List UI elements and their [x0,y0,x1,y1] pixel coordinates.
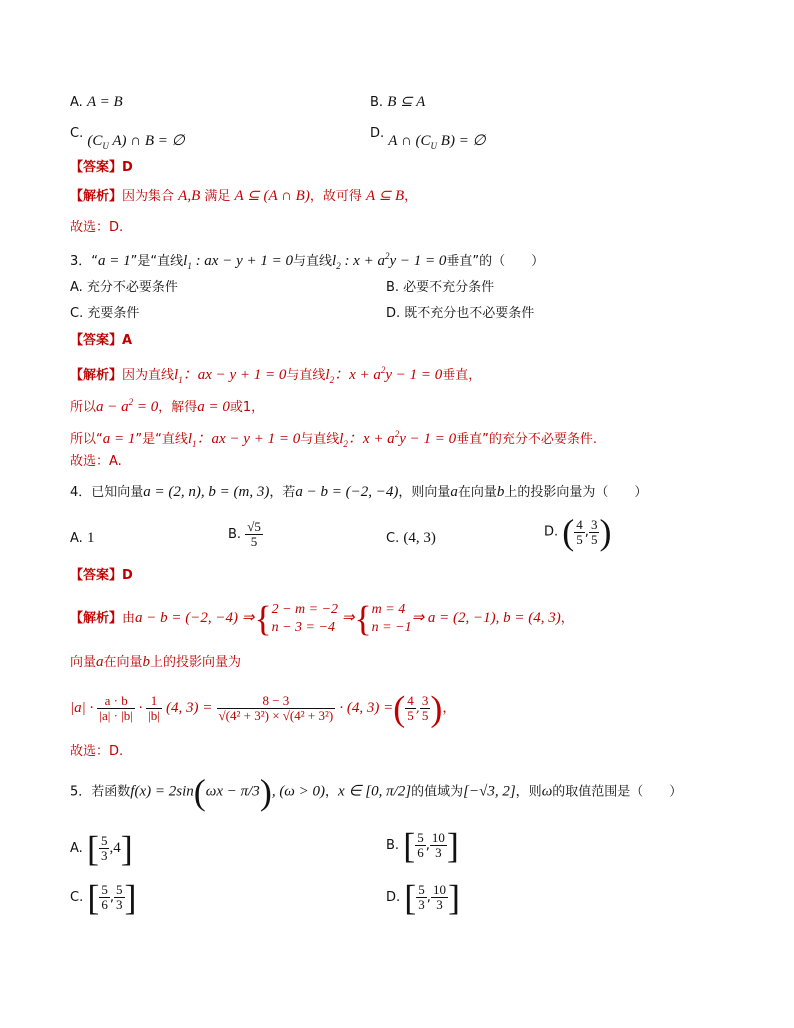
option-label: B. [386,838,400,853]
analysis-expr: A,B [178,188,201,204]
stem-text: ，若 [269,485,296,500]
q3-option-c: C. 充要条件 [70,306,140,321]
analysis-text: 因为集合 [122,189,179,204]
analysis-expr: $l_2$：$x + a^2y - 1 = 0$ [339,429,457,449]
denominator: |b| [148,708,160,723]
q4-analysis-calc: |a| · $\frac{a \cdot b}{|a| \cdot |b|}$ · $\frac{1}{|b|}$ (4, 3) = $\frac{8 - 3}{\text{√(4² + 3²) × √(4² + 3²)}}$ · (4, 3) =( $\frac{4}{5}$ , $\frac{3}{5}$ )， [70,688,456,729]
q4-option-d: D. ( $\frac{4}{5}$ , $\frac{3}{5}$ ) [544,512,612,552]
option-label: D. [386,890,401,905]
stem-expr: $l_2$ : $x + a^2y - 1 = 0$ [332,251,447,271]
answer-value: D [122,160,133,175]
denominator: 3 [100,848,108,863]
stem-text: 的取值范围是（ ） [552,784,683,800]
analysis-text: 向量 [70,655,97,670]
analysis-text: ， [560,611,574,626]
option-label: A. [70,841,83,856]
option-label: C. [70,126,84,141]
fraction [415,831,426,860]
analysis-text: ，故可得 [309,189,366,204]
numerator: 8 − 3 [217,694,336,709]
equation-row: n − 3 = −4 [271,619,335,635]
option-label: C. [70,890,84,905]
analysis-text: 与直线 [286,368,326,383]
option-value: 1 [86,530,95,546]
fraction [420,694,431,723]
stem-expr: b [496,484,505,500]
numerator: 3 [590,516,598,532]
bracket-left-icon: [ [404,877,417,918]
stem-text: 已知向量 [91,485,144,500]
analysis-text: 或1， [229,400,265,415]
calc-expr: |a| · [70,700,94,716]
numerator: 4 [407,693,414,708]
analysis-text: 与直线 [300,432,340,447]
answer-tag: 【答案】 [70,333,123,348]
q4-analysis-line2 [70,652,241,673]
analysis-text: 在向量 [103,655,143,670]
numerator: a · b [97,694,135,709]
fraction [431,883,448,912]
q3-analysis-line2 [70,392,264,418]
q2-option-b [370,92,425,113]
question-number: 5． [70,784,92,800]
numerator: 10 [432,882,446,897]
analysis-text: 垂直， [442,368,482,383]
stem-expr: ωx − π/3 [205,783,260,800]
bracket-right-icon: ] [120,828,133,869]
q4-answer [70,566,133,586]
q2-option-c [70,124,185,156]
q2-option-a [70,92,123,113]
paren-left-icon: ( [393,688,406,729]
analysis-tag: 【解析】 [70,189,123,204]
denominator: 5 [576,531,583,547]
q4-option-a [70,528,94,549]
option-value: ,4 [109,840,121,856]
numerator: 5 [418,882,425,897]
numerator: 1 [146,694,162,709]
stem-text: ，则 [515,784,542,800]
numerator: 5 [116,882,123,897]
option-value: (4, 3) [403,530,436,546]
analysis-text: 所以“ [70,432,103,447]
numerator: 5 [100,833,108,848]
analysis-expr: a = 0 [197,399,230,415]
fraction [99,834,110,863]
option-label: C. [386,531,400,546]
denominator: 6 [101,897,108,912]
analysis-tag: 【解析】 [70,611,123,626]
question-number: 3． [70,254,92,269]
stem-text: 在向量 [457,485,497,500]
q4-stem [70,482,647,503]
equation-row: m = 4 [371,601,406,617]
denominator: 3 [436,897,443,912]
option-expr: A ∩ ($C_U$ B) = ∅ [388,133,486,151]
brace-icon: { [254,598,272,639]
paren-right-icon: ) [259,772,272,812]
stem-expr: f(x) = 2sin [130,783,194,800]
paren-left-icon: ( [562,512,575,552]
calc-expr: (4, 3) = [166,700,213,716]
fraction [589,518,600,547]
answer-value: A [122,333,133,348]
q3-analysis-line3 [70,424,597,454]
analysis-expr: ⇒ a = (2, −1), b = (4, 3) [411,610,561,626]
denominator: 5 [590,531,598,547]
q5-option-c: C. [ $\frac{5}{6}$ , $\frac{5}{3}$ ] [70,877,137,918]
analysis-text: ”是“直线 [135,432,188,447]
fraction [574,518,585,547]
analysis-text: 因为直线 [122,368,175,383]
paren-right-icon: ) [430,688,443,729]
analysis-expr: A ⊆ (A ∩ B) [234,188,310,204]
q5-option-d: D. [ $\frac{5}{3}$ , $\frac{10}{3}$ ] [386,877,460,918]
analysis-expr: $a - a^2 = 0$ [96,397,159,415]
stem-text: 若函数 [91,784,131,800]
q5-option-b: B. [ $\frac{5}{6}$ , $\frac{10}{3}$ ] [386,825,459,866]
bracket-left-icon: [ [86,828,99,869]
analysis-text: ， [404,189,418,204]
bracket-right-icon: ] [447,877,460,918]
option-expr: A = B [86,94,123,110]
analysis-text: 垂直”的充分不必要条件. [456,432,597,447]
analysis-text: 满足 [200,189,235,204]
stem-expr: a = 1 [98,253,131,269]
analysis-expr: b [142,654,151,670]
fraction [430,831,447,860]
stem-expr: x ∈ [0, π/2] [338,783,412,800]
stem-text: 与直线 [293,254,333,269]
calc-expr: · (4, 3) = [339,700,394,716]
answer-tag: 【答案】 [70,568,123,583]
stem-expr: , (ω > 0) [271,783,326,800]
fraction [99,883,110,912]
denominator: 5 [421,708,429,723]
denominator: 3 [116,897,123,912]
q3-analysis-line1 [70,360,481,390]
stem-expr: $l_1$ : ax − y + 1 = 0 [183,253,293,271]
answer-tag: 【答案】 [70,160,123,175]
paren-left-icon: ( [193,772,206,812]
numerator: 5 [101,882,108,897]
q5-option-a [70,828,133,869]
analysis-expr: $l_1$：ax − y + 1 = 0 [174,367,287,385]
analysis-text: ，解得 [158,400,198,415]
paren-right-icon: ) [599,512,612,552]
bracket-right-icon: ] [124,877,137,918]
analysis-expr: $l_2$：$x + a^2y - 1 = 0$ [325,365,443,385]
analysis-expr: A ⊆ B [365,188,405,204]
option-label: B. [228,527,242,542]
denominator: 3 [435,845,442,860]
fraction [146,694,162,723]
equation-system [272,601,338,637]
analysis-text: 上的投影向量为 [150,655,242,670]
q3-answer [70,331,132,351]
equation-row: 2 − m = −2 [271,601,339,617]
q4-option-b [228,520,263,549]
stem-text: “ [91,254,99,269]
q3-option-d: D. 既不充分也不必要条件 [386,306,535,321]
denominator: 5 [407,708,414,723]
analysis-expr: $l_1$：ax − y + 1 = 0 [187,431,301,449]
analysis-text: 由 [122,611,136,626]
option-label: A. [70,95,83,110]
stem-text: 上的投影向量为（ ） [504,485,648,500]
stem-expr: ω [541,783,553,800]
analysis-tag: 【解析】 [70,368,123,383]
denominator: |a| · |b| [99,708,133,723]
q4-select: 故选：D. [70,744,124,759]
stem-expr: a [450,484,458,500]
analysis-expr: a [96,654,104,670]
stem-text: ，则向量 [398,485,451,500]
denominator: 5 [250,534,258,549]
bracket-left-icon: [ [403,825,416,866]
numerator: 5 [417,830,424,845]
q3-option-b: B. 必要不充分条件 [386,280,495,295]
brace-icon: { [354,598,372,639]
q5-stem [70,774,682,810]
q3-select: 故选：A. [70,454,122,469]
option-expr: B ⊆ A [387,94,426,110]
q4-option-c [386,528,436,549]
stem-text: 的值域为 [411,784,464,800]
stem-expr: [−√3, 2] [463,783,516,800]
fraction [114,883,125,912]
stem-text: ， [325,784,339,800]
fraction [405,694,416,723]
option-label: D. [544,524,559,540]
analysis-expr: a − b = (−2, −4) ⇒ [135,610,255,626]
analysis-text: 所以 [70,400,97,415]
q4-analysis-line1: 【解析】由a − b = (−2, −4) ⇒{ 2 − m = −2 n − 3 = −4 ⇒{ m = 4 n = −1 ⇒ a = (2, −1), b = (4, 3)， [70,598,574,639]
fraction [97,694,135,723]
equation-row: n = −1 [371,619,412,635]
option-expr: ($C_U$ A) ∩ B = ∅ [87,133,185,151]
analysis-text: ， [442,701,456,716]
q2-option-d [370,124,486,156]
numerator: 4 [576,516,583,532]
denominator: 3 [418,897,425,912]
numerator: 3 [421,693,429,708]
numerator: √5 [247,519,261,534]
denominator: √(4² + 3²) × √(4² + 3²) [218,708,334,723]
bracket-right-icon: ] [446,825,459,866]
q3-stem [70,246,544,276]
denominator: 6 [417,845,424,860]
stem-expr: a = (2, n), b = (m, 3) [143,484,270,500]
q3-option-a: A. 充分不必要条件 [70,280,178,295]
stem-text: ”是“直线 [130,254,184,269]
stem-expr: a − b = (−2, −4) [295,484,399,500]
stem-text: 垂直”的（ ） [446,254,545,269]
q2-analysis [70,186,417,207]
option-label: D. [370,126,385,141]
option-label: A. [70,531,83,546]
equation-system [372,601,412,637]
question-number: 4． [70,485,92,500]
q2-answer [70,158,133,178]
bracket-left-icon: [ [87,877,100,918]
fraction [217,694,336,723]
analysis-expr: a = 1 [102,431,136,447]
fraction [245,520,263,549]
numerator: 10 [431,830,445,845]
answer-value: D [122,568,133,583]
option-label: B. [370,95,384,110]
fraction [416,883,427,912]
q2-select: 故选：D. [70,220,124,235]
